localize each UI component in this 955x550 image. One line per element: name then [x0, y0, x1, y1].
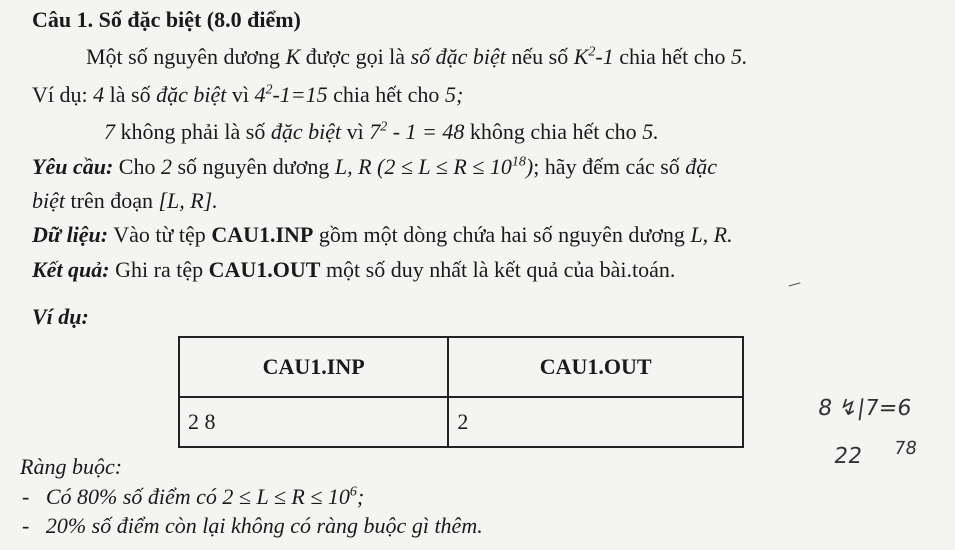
input-text-2: gồm một dòng chứa hai số nguyên dương [318, 222, 685, 247]
intro-divisor: 5. [731, 44, 748, 69]
example-label: Ví dụ: [32, 82, 88, 107]
requirement-text-1: Cho [118, 154, 156, 179]
handwritten-note-1: 8 ↯|7=6 [816, 396, 914, 421]
example1-number: 4 [93, 82, 105, 107]
requirement-term-b: biệt [32, 188, 65, 213]
requirement-label: Yêu cầu: [32, 154, 114, 179]
expr-k2-minus-1: $K^2-1$ [573, 44, 614, 69]
input-vars: L, R. [690, 222, 733, 247]
requirement-vars: L, R [334, 154, 372, 179]
example1-divisor: 5; [444, 82, 464, 107]
table-header-output: CAU1.OUT [448, 337, 743, 397]
example1-text-2: vì [231, 82, 249, 107]
constraint-bullet-1: - [22, 484, 30, 509]
constraint-item-1: - Có 80% số điểm có $2 \le L \le R \le 10^6$; [22, 484, 365, 509]
input-line [32, 221, 733, 249]
requirement-range: [L, R]. [158, 188, 218, 213]
constraint-2-text: 20% số điểm còn lại không có ràng buộc gì thêm. [45, 513, 483, 538]
example2-expr: $7^2 - 1 = 48$ [369, 119, 465, 144]
var-k: K [285, 44, 301, 69]
constraint-item-2 [22, 512, 483, 540]
table-cell-input: 2 8 [179, 397, 448, 447]
constraint-bullet-2: - [22, 513, 30, 538]
example1-text-3: chia hết cho [333, 82, 440, 107]
example1-text-1: là số [109, 82, 151, 107]
constraints-heading: Ràng buộc: [20, 454, 123, 479]
table-cell-output: 2 [448, 397, 743, 447]
handwritten-note-2a: 22 [832, 444, 864, 469]
intro-text-1: Một số nguyên dương [86, 44, 281, 69]
problem-title: Câu 1. Số đặc biệt (8.0 điểm) [32, 7, 301, 32]
requirement-line-1 [32, 153, 717, 181]
example-table [178, 336, 744, 448]
example-heading: Ví dụ: [32, 304, 89, 329]
requirement-count: 2 [160, 154, 172, 179]
example1-expr: $4^2-1=15$ [254, 82, 328, 107]
example2-number: 7 [104, 119, 115, 144]
example2-divisor: 5. [642, 119, 659, 144]
handwritten-note-2b: 78 [892, 438, 919, 459]
pen-mark [788, 279, 801, 287]
table-header-row [179, 337, 743, 397]
table-header-input: CAU1.INP [179, 337, 448, 397]
example2-text-1: không phải là số [120, 119, 266, 144]
intro-text-4: chia hết cho [619, 44, 726, 69]
input-file: CAU1.INP [211, 222, 314, 247]
example1-term: đặc biệt [156, 82, 227, 107]
requirement-text-2: số nguyên dương [177, 154, 330, 179]
output-text-2: một số duy nhất là kết quả của bài.toán. [325, 257, 676, 282]
example-line-2 [104, 118, 659, 146]
requirement-text-4: trên đoạn [70, 188, 153, 213]
example2-term: đặc biệt [270, 119, 342, 144]
output-file: CAU1.OUT [208, 257, 321, 282]
requirement-term-a: đặc [685, 154, 718, 179]
example2-text-3: không chia hết cho [469, 119, 637, 144]
term-special: số đặc biệt [410, 44, 506, 69]
input-text-1: Vào từ tệp [113, 222, 206, 247]
input-label: Dữ liệu: [32, 222, 109, 247]
requirement-condition: $(2 \le L \le R \le 10^{18})$ [377, 154, 534, 179]
intro-text-3: nếu số [511, 44, 569, 69]
example-line-1 [32, 81, 463, 109]
requirement-line-2 [32, 187, 218, 215]
output-line [32, 256, 675, 284]
intro-text-2: được gọi là [305, 44, 406, 69]
constraint-1-text: Có 80% số điểm có 2 ≤ L ≤ R ≤ 10 [45, 484, 350, 509]
requirement-text-3: ; hãy đếm các số [533, 154, 680, 179]
table-row [179, 397, 743, 447]
intro-paragraph [86, 43, 748, 71]
output-text-1: Ghi ra tệp [115, 257, 204, 282]
example2-text-2: vì [346, 119, 364, 144]
output-label: Kết quả: [32, 257, 110, 282]
